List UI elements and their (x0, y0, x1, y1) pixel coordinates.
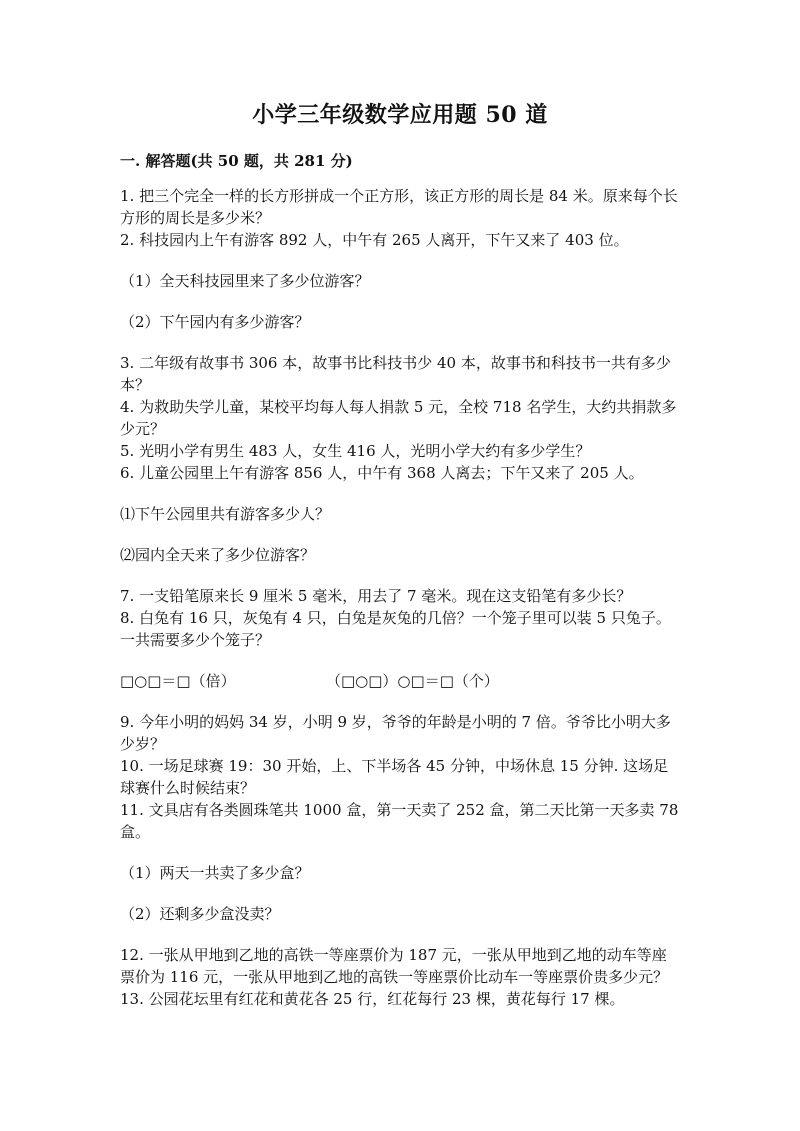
question-list (120, 185, 680, 1010)
question-4: 4. 为救助失学儿童，某校平均每人每人捐款 5 元，全校 718 名学生，大约共捐款多少元？ (120, 398, 677, 438)
sub-question-6-2: ⑵园内全天来了多少位游客？ (120, 546, 316, 564)
sub-question-11-2: （2）还剩多少盒没卖？ (120, 905, 280, 923)
formula-multiple: □○□＝□（倍） (120, 672, 236, 690)
sub-question-6-1: ⑴下午公园里共有游客多少人？ (120, 505, 331, 523)
question-13: 13. 公园花坛里有红花和黄花各 25 行，红花每行 23 棵，黄花每行 17 棵。 (120, 990, 625, 1008)
question-10: 10. 一场足球赛 19：30 开始，上、下半场各 45 分钟，中场休息 15 分钟. 这场足球赛什么时候结束？ (120, 757, 669, 797)
question-7: 7. 一支铅笔原来长 9 厘米 5 毫米，用去了 7 毫米。现在这支铅笔有多少长？ (120, 587, 632, 605)
page-title: 小学三年级数学应用题 50 道 (252, 102, 548, 128)
question-9: 9. 今年小明的妈妈 34 岁，小明 9 岁，爷爷的年龄是小明的 7 倍。爷爷比小明大多少岁？ (120, 713, 671, 753)
question-12: 12. 一张从甲地到乙地的高铁一等座票价为 187 元，一张从甲地到乙地的动车等座票价为 116 元，一张从甲地到乙地的高铁一等座票价比动车一等座票价贵多少元？ (120, 946, 669, 986)
sub-question-2-1: （1）全天科技园里来了多少位游客？ (120, 272, 370, 290)
sub-question-2-2: （2）下午园内有多少游客？ (120, 313, 310, 331)
question-11: 11. 文具店有各类圆珠笔共 1000 盒，第一天卖了 252 盒，第二天比第一天多卖 78 盒。 (120, 801, 679, 841)
sub-question-11-1: （1）两天一共卖了多少盒？ (120, 864, 310, 882)
formula-row (120, 670, 680, 692)
question-5: 5. 光明小学有男生 483 人，女生 416 人，光明小学大约有多少学生？ (120, 442, 591, 460)
question-1: 1. 把三个完全一样的长方形拼成一个正方形，该正方形的周长是 84 米。原来每个长方形的周长是多少米？ (120, 187, 678, 227)
formula-cages: （□○□）○□＝□（个） (326, 672, 499, 690)
question-2: 2. 科技园内上午有游客 892 人，中午有 265 人离开，下午又来了 403 位。 (120, 231, 629, 249)
question-6: 6. 儿童公园里上午有游客 856 人，中午有 368 人离去；下午又来了 205 人。 (120, 464, 644, 482)
section-heading: 一. 解答题(共 50 题，共 281 分) (120, 152, 353, 170)
question-3: 3. 二年级有故事书 306 本，故事书比科技书少 40 本，故事书和科技书一共有多少本？ (120, 354, 671, 394)
question-8: 8. 白兔有 16 只，灰兔有 4 只，白兔是灰兔的几倍？一个笼子里可以装 5 只兔子。一共需要多少个笼子？ (120, 609, 671, 649)
